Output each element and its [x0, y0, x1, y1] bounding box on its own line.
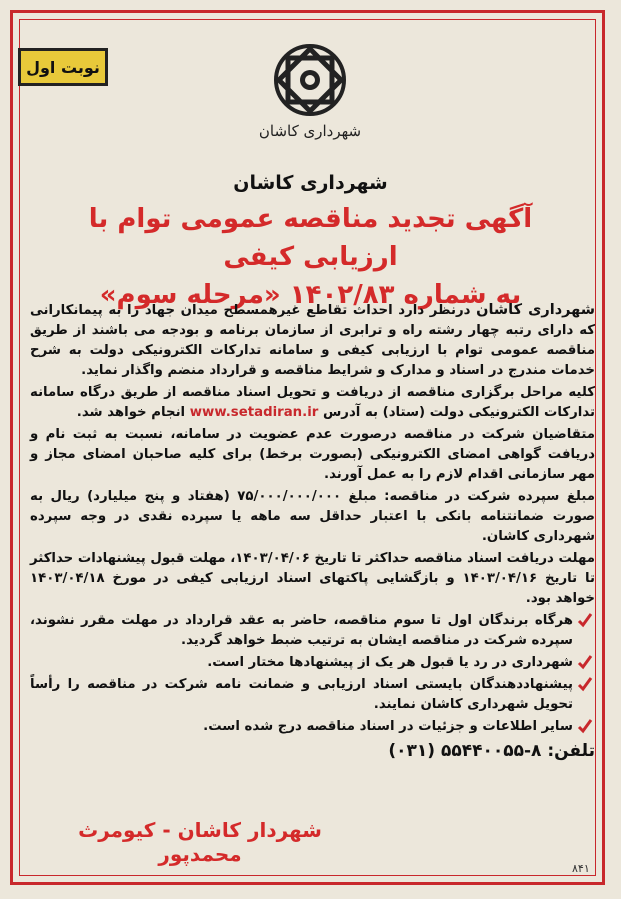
headline-line-1: آگهی تجدید مناقصه عمومی توام با ارزیابی کیفی — [88, 204, 533, 272]
logo-caption: شهرداری کاشان — [258, 122, 362, 140]
ad-code-number: ۸۴۱ — [572, 862, 590, 875]
list-item — [30, 717, 595, 737]
municipality-logo-icon — [255, 40, 365, 120]
deposit-paragraph: مبلغ سپرده شرکت در مناقصه: مبلغ ۷۵/۰۰۰/۰۰۰/۰۰۰ (هفتاد و پنج میلیارد) ریال به صورت ضمانتنامه بانکی با اعتبار حداقل سه ماهه یا سپرده نقدی در وجه سپرده شهرداری کاشان. — [30, 489, 595, 544]
ad-body — [30, 300, 595, 761]
phone-number: تلفن: ۸-۵۵۴۴۰۰۵۵ (۰۳۱) — [388, 741, 595, 761]
mayor-signature: شهردار کاشان - کیومرث محمدپور — [78, 818, 322, 866]
list-item — [30, 653, 595, 673]
deadlines-paragraph: مهلت دریافت اسناد مناقصه حداکثر تا تاریخ ۱۴۰۳/۰۴/۰۶، مهلت قبول پیشنهادات حداکثر تا تاریخ ۱۴۰۳/۰۴/۱۶ و بازگشایی پاکتهای اسناد ارزیابی کیفی در مورخ ۱۴۰۳/۰۴/۱۸ خواهد بود. — [30, 551, 595, 606]
checkmark-icon — [577, 654, 593, 670]
checkmark-icon — [577, 676, 593, 692]
registration-paragraph: متقاضیان شرکت در مناقصه درصورت عدم عضویت در سامانه، نسبت به ثبت نام و دریافت گواهی امضای الکترونیکی (بصورت برخط) برای کلیه صاحبان امضای مجاز و مهر سازمانی اقدام لازم را به عمل آورند. — [30, 427, 595, 482]
procedure-text: کلیه مراحل برگزاری مناقصه از دریافت و تحویل اسناد مناقصه از طریق درگاه سامانه تدارکات الکترونیکی دولت (ستاد) به آدرس — [30, 385, 595, 420]
checkmark-icon — [577, 612, 593, 628]
procedure-text-end: انجام خواهد شد. — [76, 405, 190, 420]
headline-line-2: به شماره ۱۴۰۲/۸۳ «مرحله سوم» — [99, 280, 522, 310]
setad-url-link[interactable]: www.setadiran.ir — [189, 405, 319, 420]
intro-text: درنظر دارد احداث تقاطع غیرهمسطح میدان جهاد را به پیمانکارانی که دارای رتبه چهار رشته راه و ترابری از سازمان برنامه و بودجه می باشند از طریق مناقصه عمومی توام با ارزیابی کیفی و سامانه تدارکات الکترونیکی دولت به شرح خدمات مندرج در اسناد و مدارک و شرایط مناقصه و قرارداد منضم واگذار نماید. — [30, 303, 595, 378]
condition-text: هرگاه برندگان اول تا سوم مناقصه، حاضر به عقد قرارداد در مهلت مقرر نشوند، سپرده شرکت در مناقصه ایشان به ترتیب ضبط خواهد گردید. — [30, 613, 573, 648]
condition-text: سایر اطلاعات و جزئیات در اسناد مناقصه درج شده است. — [203, 719, 573, 734]
procedure-paragraph — [30, 383, 595, 423]
intro-paragraph — [30, 300, 595, 381]
insertion-badge: نوبت اول — [18, 48, 108, 86]
organization-name: شهرداری کاشان — [233, 172, 388, 194]
condition-text: شهرداری در رد یا قبول هر یک از پیشنهادها مختار است. — [207, 655, 573, 670]
list-item — [30, 611, 595, 651]
condition-text: پیشنهاددهندگان بایستی اسناد ارزیابی و ضمانت نامه شرکت در مناقصه را رأساً تحویل شهرداری کاشان نمایند. — [30, 677, 573, 712]
conditions-list — [30, 611, 595, 737]
ad-headline — [40, 200, 581, 314]
checkmark-icon — [577, 718, 593, 734]
intro-lead: شهرداری کاشان — [476, 302, 595, 318]
list-item — [30, 675, 595, 715]
